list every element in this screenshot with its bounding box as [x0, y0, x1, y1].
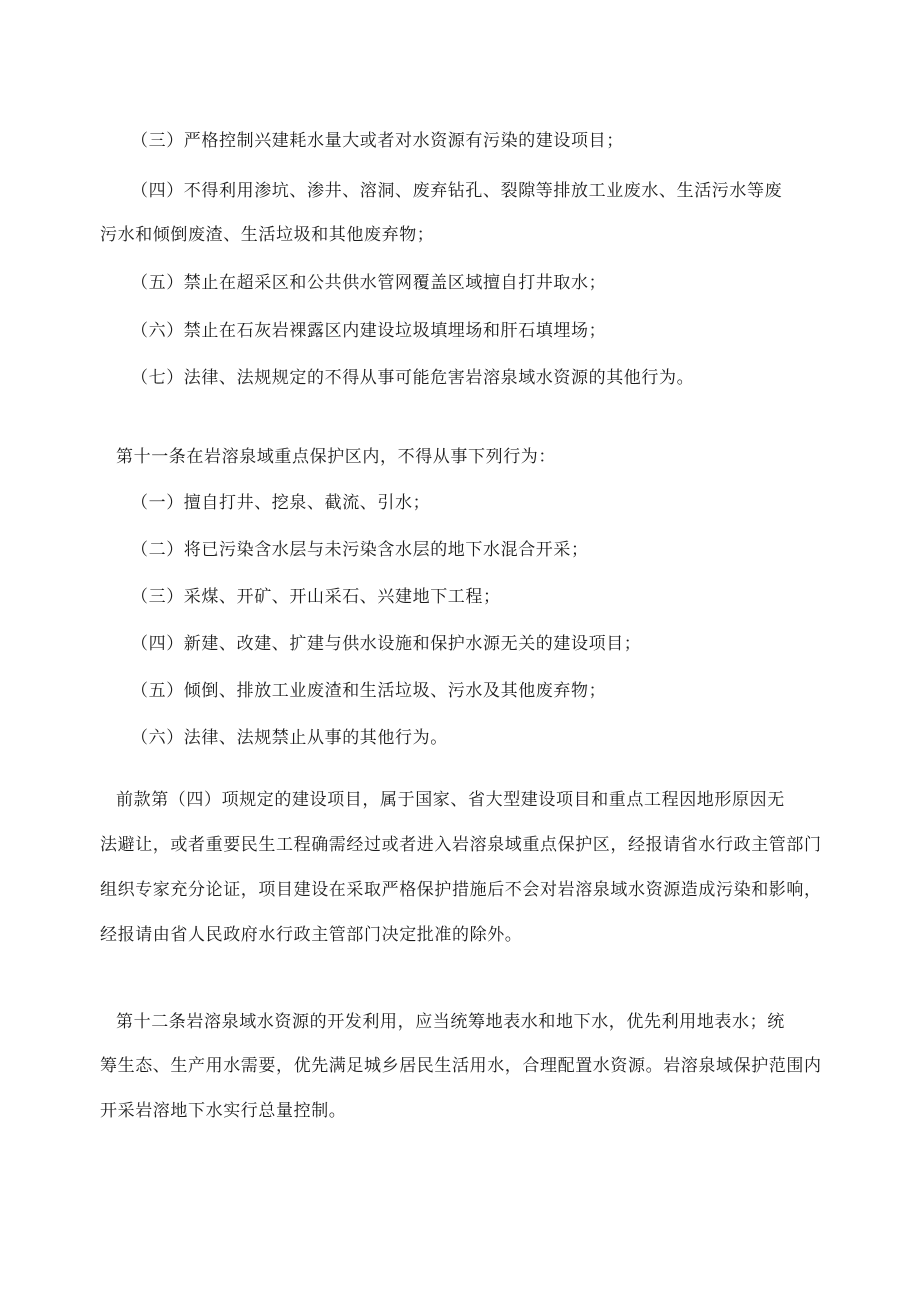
- article10-item7: （七）法律、法规规定的不得从事可能危害岩溶泉域水资源的其他行为。: [131, 368, 695, 388]
- article11-item1: （一）擅自打井、挖泉、截流、引水；: [131, 493, 431, 513]
- article11-heading: 第十一条在岩溶泉域重点保护区内，不得从事下列行为：: [116, 447, 556, 467]
- article11-item6: （六）法律、法规禁止从事的其他行为。: [131, 728, 448, 748]
- article11-exception-line2: 法避让，或者重要民生工程确需经过或者进入岩溶泉域重点保护区，经报请省水行政主管部门: [100, 835, 822, 855]
- article11-exception-line3: 组织专家充分论证，项目建设在采取严格保护措施后不会对岩溶泉域水资源造成污染和影响，: [100, 880, 822, 900]
- article11-exception-line1: 前款第（四）项规定的建设项目，属于国家、省大型建设项目和重点工程因地形原因无: [116, 790, 785, 810]
- article10-item3: （三）严格控制兴建耗水量大或者对水资源有污染的建设项目；: [131, 131, 624, 151]
- article11-item2: （二）将已污染含水层与未污染含水层的地下水混合开采；: [131, 540, 589, 560]
- article10-item6: （六）禁止在石灰岩裸露区内建设垃圾填埋场和肝石填埋场；: [131, 321, 607, 341]
- article10-item4-line1: （四）不得利用渗坑、渗井、溶洞、废弃钻孔、裂隙等排放工业废水、生活污水等废: [131, 181, 783, 201]
- article10-item5: （五）禁止在超采区和公共供水管网覆盖区域擅自打井取水；: [131, 273, 607, 293]
- article12-line1: 第十二条岩溶泉域水资源的开发利用，应当统筹地表水和地下水，优先利用地表水；统: [116, 1012, 785, 1032]
- article11-item5: （五）倾倒、排放工业废渣和生活垃圾、污水及其他废弃物；: [131, 681, 607, 701]
- article10-item4-line2: 污水和倾倒废渣、生活垃圾和其他废弃物；: [100, 225, 435, 245]
- article12-line3: 开采岩溶地下水实行总量控制。: [100, 1101, 347, 1121]
- article11-item3: （三）采煤、开矿、开山采石、兴建地下工程；: [131, 587, 501, 607]
- article11-item4: （四）新建、改建、扩建与供水设施和保护水源无关的建设项目；: [131, 634, 642, 654]
- article11-exception-line4: 经报请由省人民政府水行政主管部门决定批准的除外。: [100, 925, 523, 945]
- article12-line2: 筹生态、生产用水需要，优先满足城乡居民生活用水，合理配置水资源。岩溶泉域保护范围内: [100, 1056, 822, 1076]
